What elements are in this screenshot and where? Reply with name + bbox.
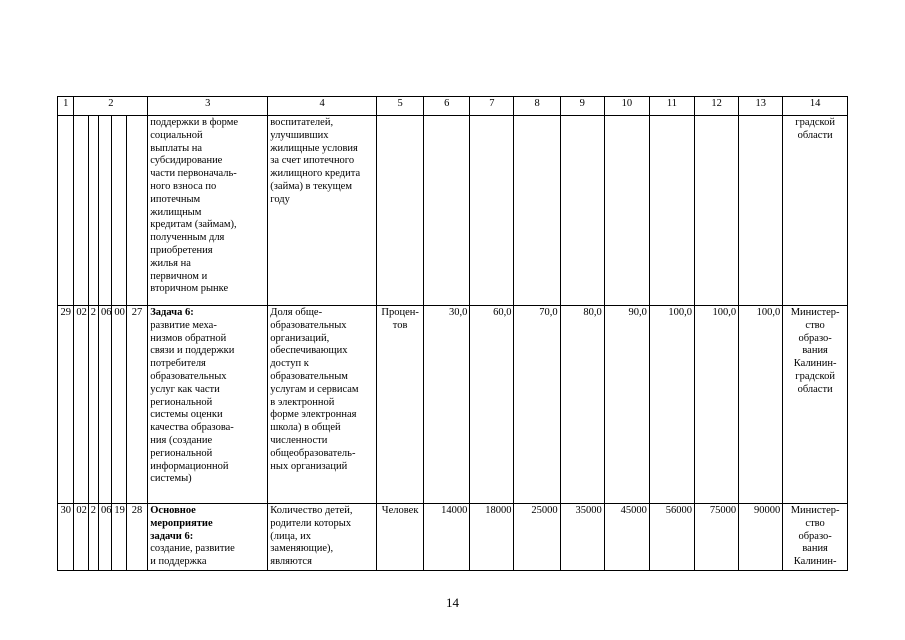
indicator-cell: Доля обще- образовательных организаций, обеспечивающих доступ к образовательным услугам и сервисам в электронной форме электронная школа) в общей численности общеобразователь- ных организаций (268, 306, 377, 504)
table-row (58, 306, 848, 504)
value-cell: 18000 (470, 504, 514, 571)
value-cell: 60,0 (470, 306, 514, 504)
code-part: 2 (88, 504, 98, 571)
header-cell-7: 7 (470, 97, 514, 116)
value-cell: 90,0 (604, 306, 649, 504)
value-cell: 25000 (514, 504, 560, 571)
task-description-cell (148, 306, 268, 504)
page-number: 14 (446, 595, 459, 610)
header-cell-14: 14 (783, 97, 848, 116)
header-cell-10: 10 (604, 97, 649, 116)
row-number: 30 (58, 504, 74, 571)
code-part: 27 (126, 306, 148, 504)
code-part (112, 116, 126, 306)
value-cell: 100,0 (695, 306, 739, 504)
value-cell: 100,0 (649, 306, 694, 504)
header-cell-6: 6 (424, 97, 470, 116)
value-cell: 80,0 (560, 306, 604, 504)
row-number: 29 (58, 306, 74, 504)
value-cell (604, 116, 649, 306)
value-cell (739, 116, 783, 306)
value-cell: 35000 (560, 504, 604, 571)
responsible-cell: градской области (783, 116, 848, 306)
header-cell-13: 13 (739, 97, 783, 116)
header-cell-12: 12 (695, 97, 739, 116)
row-number (58, 116, 74, 306)
task-text: создание, развитие и поддержка (150, 543, 235, 568)
value-cell (649, 116, 694, 306)
table-row (58, 504, 848, 571)
code-part (99, 116, 112, 306)
code-part: 06 (99, 504, 112, 571)
header-row (58, 97, 848, 116)
task-text: поддержки в форме социальной выплаты на субсидирование части первоначаль- ного взноса по ипотечным жилищным кредитам (займам), полученным для приобретения жилья на первичном и вторичном рынке (150, 117, 239, 295)
table-row (58, 116, 848, 306)
header-cell-8: 8 (514, 97, 560, 116)
value-cell (424, 116, 470, 306)
indicator-cell: воспитателей, улучшивших жилищные условия за счет ипотечного жилищного кредита (займа) в текущем году (268, 116, 377, 306)
task-text: развитие меха- низмов обратной связи и поддержки потребителя образовательных услуг как части региональной системы оценки качества образова- ния (создание региональной информационной системы) (150, 319, 235, 485)
task-description-cell (148, 116, 268, 306)
code-part: 19 (112, 504, 126, 571)
code-part (74, 116, 88, 306)
program-table (57, 96, 848, 571)
value-cell: 45000 (604, 504, 649, 571)
value-cell: 90000 (739, 504, 783, 571)
value-cell (560, 116, 604, 306)
value-cell (514, 116, 560, 306)
code-part (126, 116, 148, 306)
header-cell-2: 2 (74, 97, 148, 116)
task-title: Задача 6: (150, 307, 194, 318)
code-part: 00 (112, 306, 126, 504)
code-part: 06 (99, 306, 112, 504)
unit-cell (377, 116, 424, 306)
header-cell-5: 5 (377, 97, 424, 116)
value-cell: 56000 (649, 504, 694, 571)
task-description-cell (148, 504, 268, 571)
responsible-cell: Министер- ство образо- вания Калинин- градской области (783, 306, 848, 504)
header-cell-11: 11 (649, 97, 694, 116)
header-cell-3: 3 (148, 97, 268, 116)
value-cell: 100,0 (739, 306, 783, 504)
unit-cell: Процен- тов (377, 306, 424, 504)
unit-cell: Человек (377, 504, 424, 571)
task-title: Основное мероприятие задачи 6: (150, 505, 213, 542)
value-cell: 75000 (695, 504, 739, 571)
value-cell (695, 116, 739, 306)
value-cell: 30,0 (424, 306, 470, 504)
code-part: 02 (74, 504, 88, 571)
indicator-cell: Количество детей, родители которых (лица, их заменяющие), являются (268, 504, 377, 571)
code-part: 2 (88, 306, 98, 504)
header-cell-9: 9 (560, 97, 604, 116)
code-part: 28 (126, 504, 148, 571)
code-part: 02 (74, 306, 88, 504)
responsible-cell: Министер- ство образо- вания Калинин- (783, 504, 848, 571)
header-cell-1: 1 (58, 97, 74, 116)
header-cell-4: 4 (268, 97, 377, 116)
value-cell: 14000 (424, 504, 470, 571)
code-part (88, 116, 98, 306)
value-cell (470, 116, 514, 306)
value-cell: 70,0 (514, 306, 560, 504)
